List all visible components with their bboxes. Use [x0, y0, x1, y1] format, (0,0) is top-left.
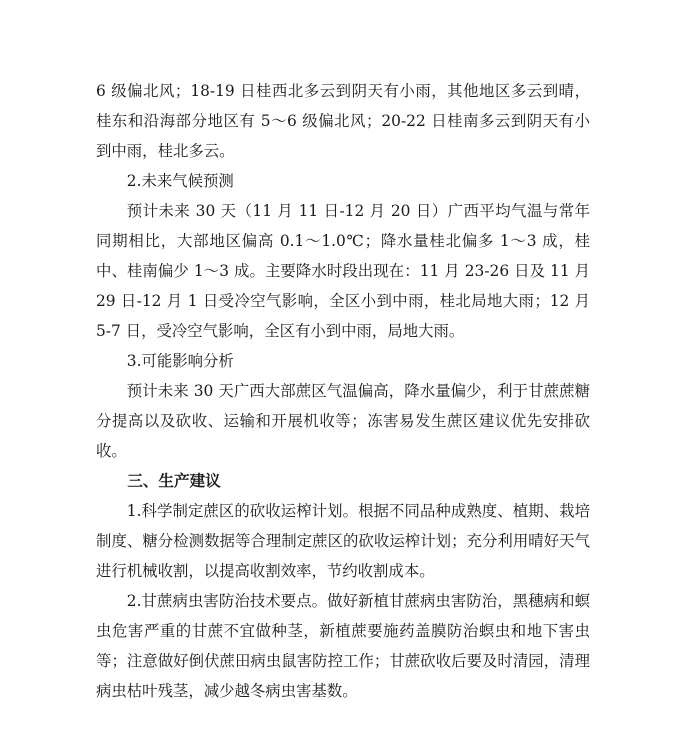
paragraph-impact-analysis: 预计未来 30 天广西大部蔗区气温偏高，降水量偏少，利于甘蔗蔗糖分提高以及砍收、运输和开展机收等；冻害易发生蔗区建议优先安排砍收。: [96, 382, 590, 460]
document-body: [96, 76, 590, 706]
paragraph-climate-prediction: 预计未来 30 天（11 月 11 日-12 月 20 日）广西平均气温与常年同期相比，大部地区偏高 0.1～1.0℃；降水量桂北偏多 1～3 成，桂中、桂南偏少 1～3 成。主要降水时段出现在：11 月 23-26 日及 11 月 29 日-12 月 1 日受冷空气影响，全区小到中雨，桂北局地大雨；12 月 5-7 日，受冷空气影响，全区有小到中雨，局地大雨。: [96, 202, 590, 340]
section-heading-production-advice: 三、生产建议: [127, 472, 221, 490]
paragraph-weather-forecast-continued: 6 级偏北风；18-19 日桂西北多云到阴天有小雨，其他地区多云到晴，桂东和沿海部分地区有 5～6 级偏北风；20-22 日桂南多云到阴天有小到中雨，桂北多云。: [96, 82, 590, 160]
paragraph-pest-control: 2.甘蔗病虫害防治技术要点。做好新植甘蔗病虫害防治，黑穗病和螟虫危害严重的甘蔗不宜做种茎，新植蔗要施药盖膜防治螟虫和地下害虫等；注意做好倒伏蔗田病虫鼠害防控工作；甘蔗砍收后要及时清园，清理病虫枯叶残茎，减少越冬病虫害基数。: [96, 592, 590, 700]
subheading-impact-analysis: 3.可能影响分析: [126, 352, 234, 370]
paragraph-harvest-plan: 1.科学制定蔗区的砍收运榨计划。根据不同品种成熟度、植期、栽培制度、糖分检测数据等合理制定蔗区的砍收运榨计划；充分利用晴好天气进行机械收割，以提高收割效率，节约收割成本。: [96, 502, 590, 580]
subheading-climate-prediction: 2.未来气候预测: [126, 172, 234, 190]
